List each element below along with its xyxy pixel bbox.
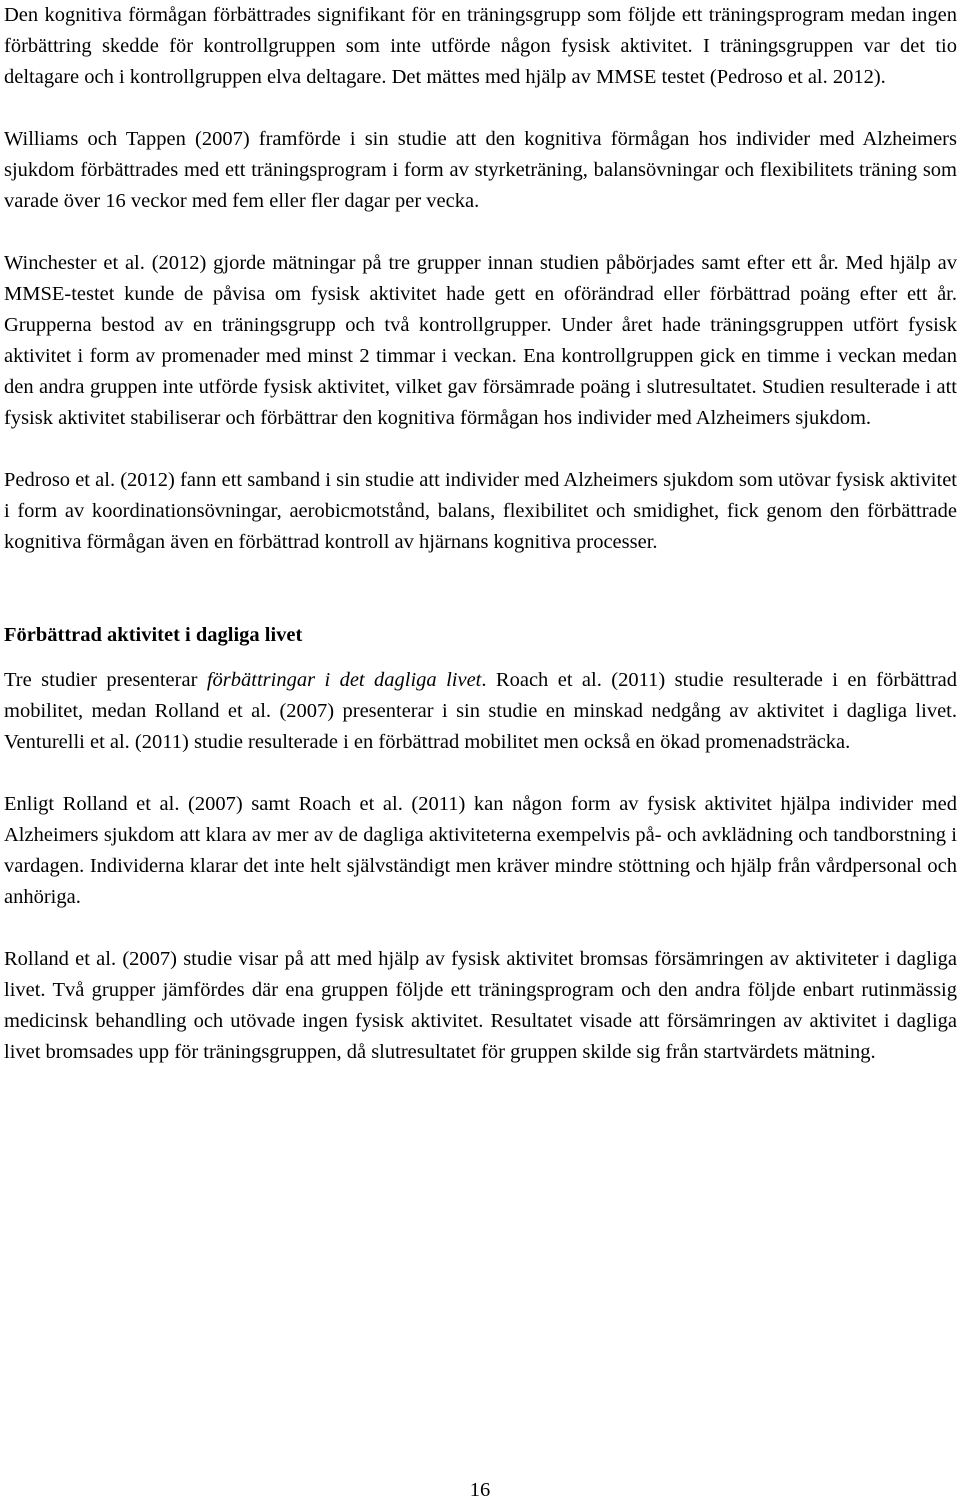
section-heading: Förbättrad aktivitet i dagliga livet: [4, 624, 303, 646]
page-number: 16: [469, 1479, 491, 1501]
paragraph-three-studies: [4, 665, 957, 758]
document-body: [4, 0, 957, 1068]
paragraph-cognitive-training-group: Den kognitiva förmågan förbättrades signifikant för en träningsgrupp som följde ett träningsprogram medan ingen förbättring skedde för kontrollgruppen som inte utförde någon fysisk aktivitet. I träningsgruppen var det tio deltagare och i kontrollgruppen elva deltagare. Det mättes med hjälp av MMSE testet (Pedroso et al. 2012).: [4, 4, 957, 88]
paragraph-three-studies-rest: . Roach et al. (2011) studie resulterade i en förbättrad mobilitet, medan Rolland et al. (2007) presenterar i sin studie en minskad nedgång av aktivitet i dagliga livet. Venturelli et al. (2011) studie resulterade i en förbättrad mobilitet men också en ökad promenadsträcka.: [4, 669, 957, 753]
paragraph-williams-tappen: Williams och Tappen (2007) framförde i sin studie att den kognitiva förmågan hos individer med Alzheimers sjukdom förbättrades med ett träningsprogram i form av styrketräning, balansövningar och flexibilitets träning som varade över 16 veckor med fem eller fler dagar per vecka.: [4, 128, 957, 212]
paragraph-three-studies-start: Tre studier presenterar: [4, 669, 207, 691]
paragraph-pedroso: Pedroso et al. (2012) fann ett samband i sin studie att individer med Alzheimers sjukdom som utövar fysisk aktivitet i form av koordinationsövningar, aerobicmotstånd, balans, flexibilitet och smidighet, fick genom den förbättrade kognitiva förmågan även en förbättrad kontroll av hjärnans kognitiva processer.: [4, 469, 957, 553]
emphasized-phrase: förbättringar i det dagliga livet: [206, 669, 482, 691]
paragraph-rolland-roach: Enligt Rolland et al. (2007) samt Roach et al. (2011) kan någon form av fysisk aktivitet hjälpa individer med Alzheimers sjukdom att klara av mer av de dagliga aktiviteterna exempelvis på- och avklädning och tandborstning i vardagen. Individerna klarar det inte helt självständigt men kräver mindre stöttning och hjälp från vårdpersonal och anhöriga.: [4, 793, 957, 908]
paragraph-rolland-study: Rolland et al. (2007) studie visar på att med hjälp av fysisk aktivitet bromsas försämringen av aktiviteter i dagliga livet. Två grupper jämfördes där ena gruppen följde ett träningsprogram och den andra följde enbart rutinmässig medicinsk behandling och utövade ingen fysisk aktivitet. Resultatet visade att försämringen av aktivitet i dagliga livet bromsades upp för träningsgruppen, då slutresultatet för gruppen skilde sig från startvärdets mätning.: [4, 948, 957, 1063]
paragraph-winchester: Winchester et al. (2012) gjorde mätningar på tre grupper innan studien påbörjades samt efter ett år. Med hjälp av MMSE-testet kunde de påvisa om fysisk aktivitet hade gett en oförändrad eller förbättrad poäng efter ett år. Grupperna bestod av en träningsgrupp och två kontrollgrupper. Under året hade träningsgruppen utfört fysisk aktivitet i form av promenader med minst 2 timmar i veckan. Ena kontrollgruppen gick en timme i veckan medan den andra gruppen inte utförde fysisk aktivitet, vilket gav försämrade poäng i slutresultatet. Studien resulterade i att fysisk aktivitet stabiliserar och förbättrar den kognitiva förmågan hos individer med Alzheimers sjukdom.: [4, 252, 957, 429]
